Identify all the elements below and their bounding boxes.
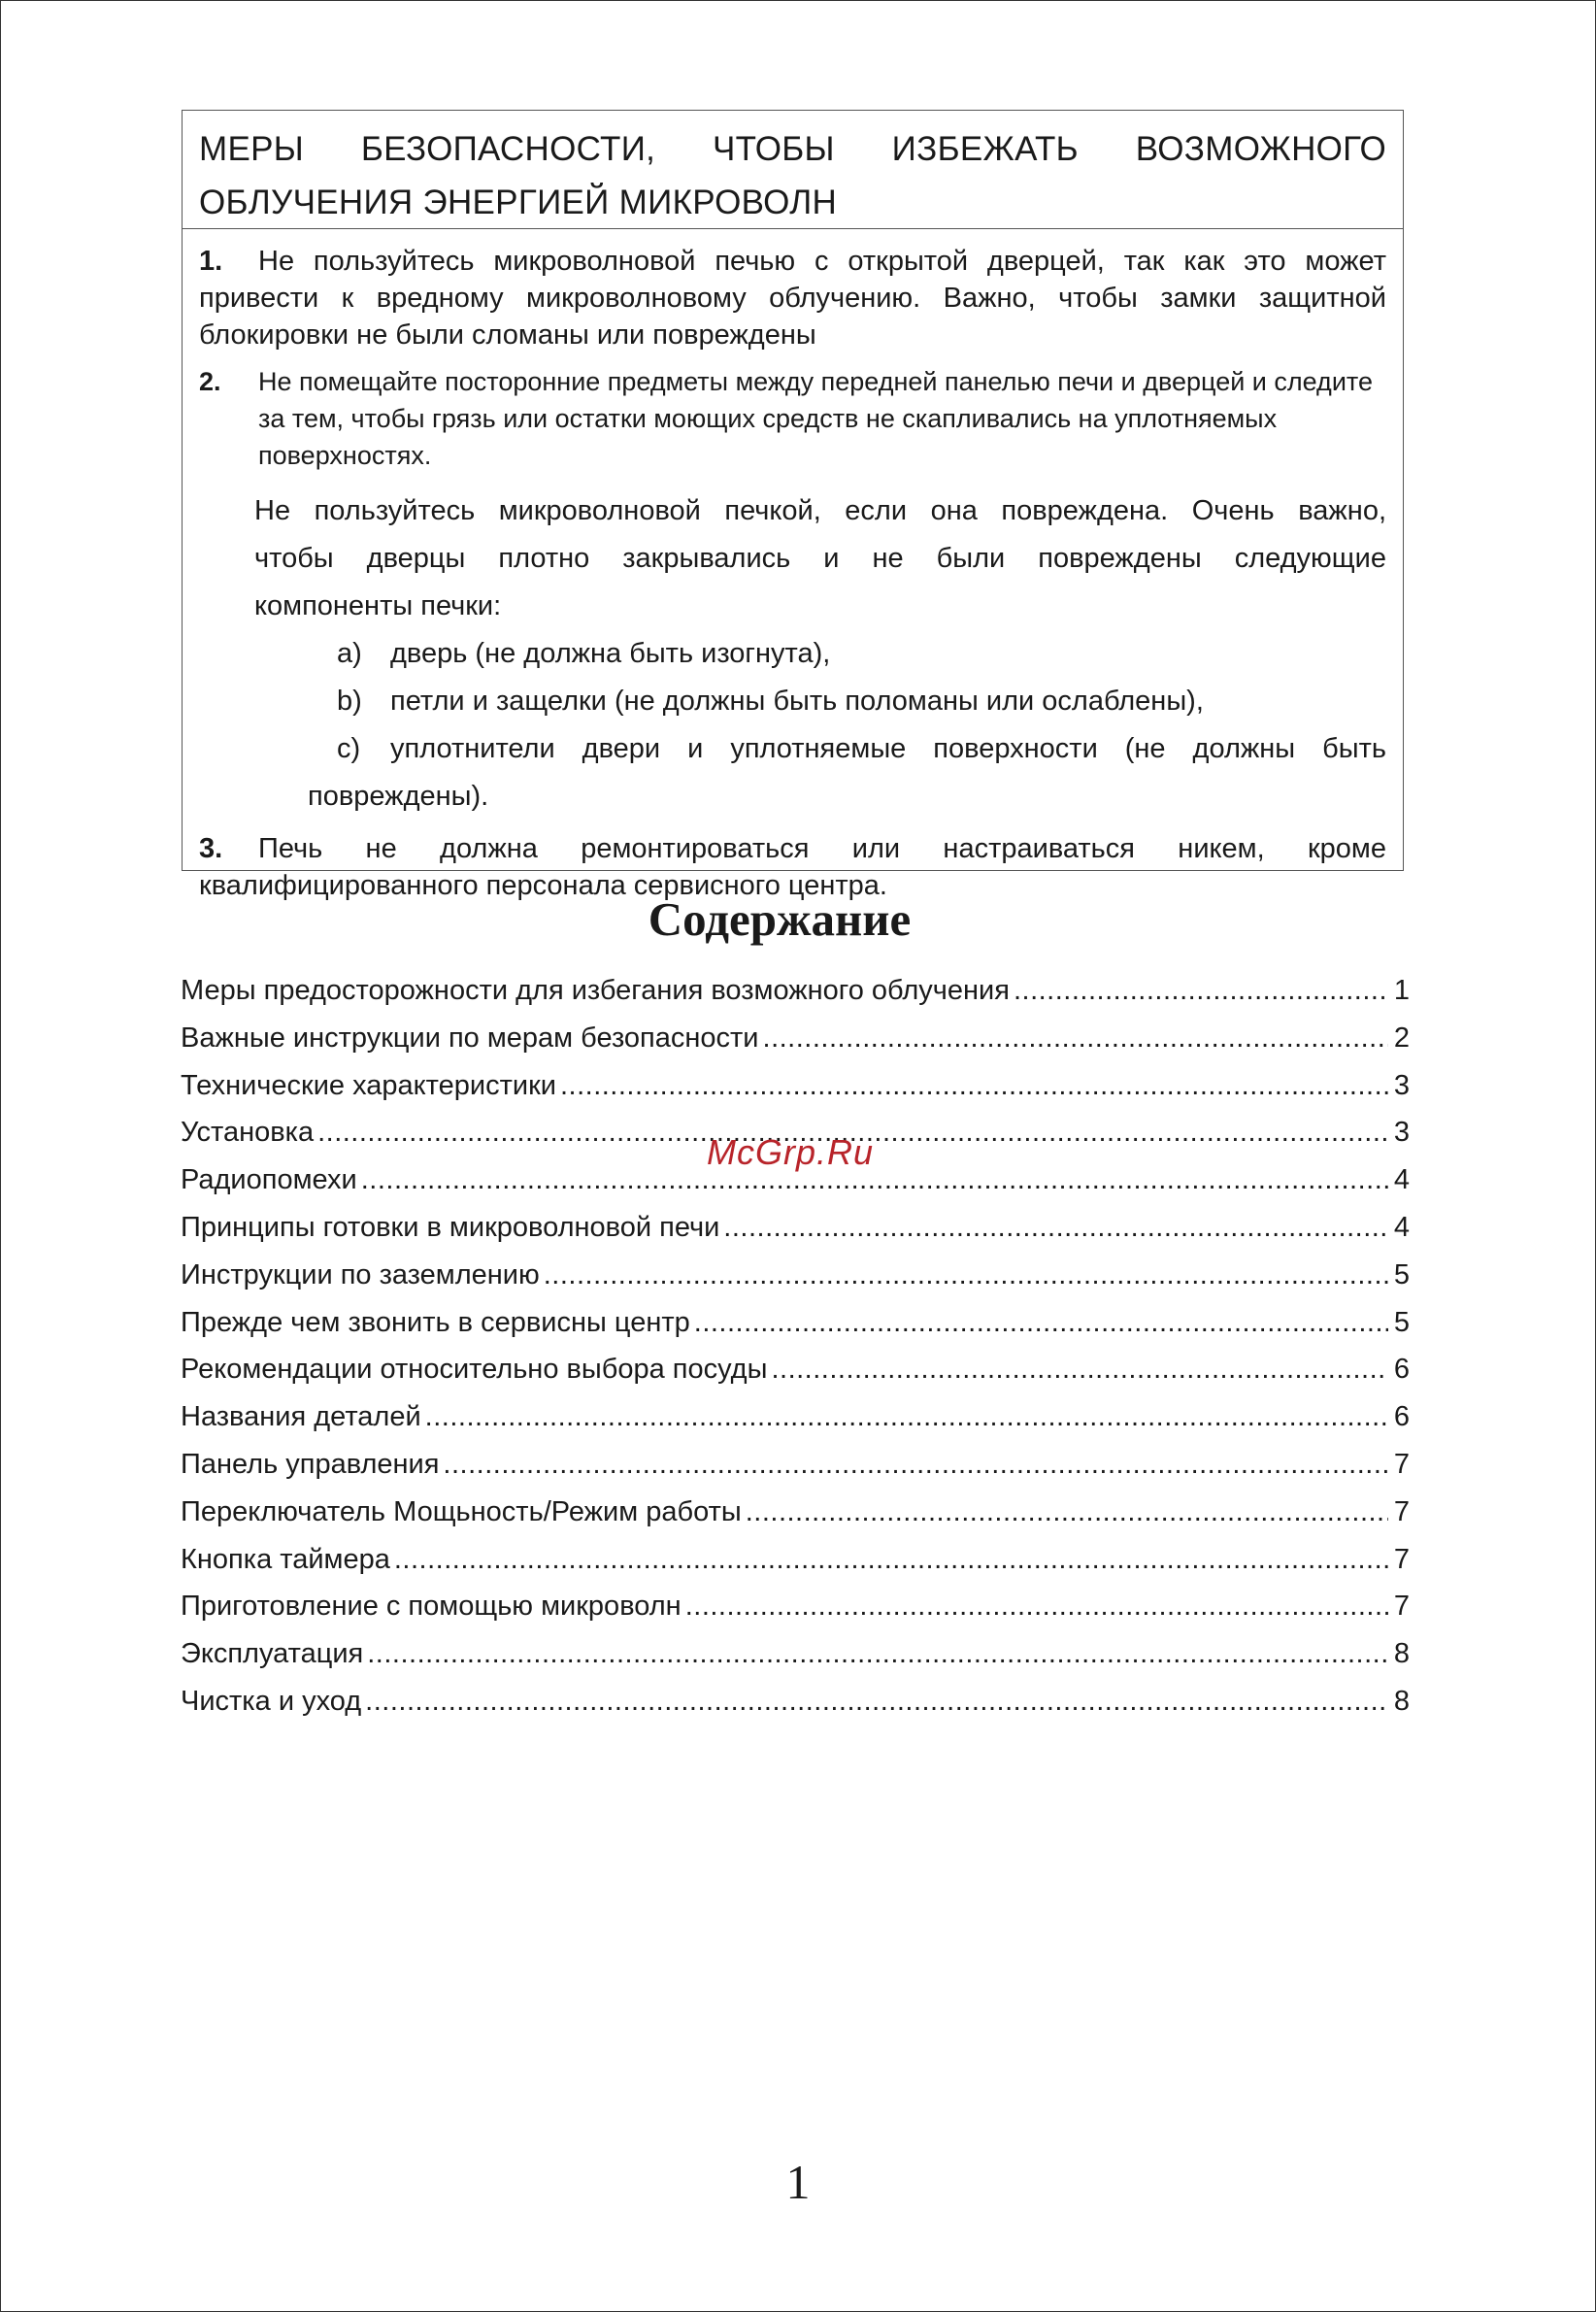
toc-entry-title: Инструкции по заземлению bbox=[181, 1258, 540, 1290]
toc-entry[interactable] bbox=[181, 1393, 1410, 1441]
toc-entry-leader bbox=[365, 1678, 1388, 1726]
toc-entry[interactable] bbox=[181, 1583, 1410, 1630]
safety-header bbox=[183, 111, 1403, 229]
toc-entry-page: 7 bbox=[1393, 1543, 1410, 1575]
toc-entry[interactable] bbox=[181, 1062, 1410, 1110]
toc-entry-page: 7 bbox=[1393, 1495, 1410, 1527]
sub-item-b-text: петли и защелки (не должны быть поломаны или ослаблены), bbox=[390, 686, 1204, 717]
toc-entry-leader bbox=[685, 1583, 1388, 1630]
toc-entry-leader bbox=[544, 1252, 1388, 1299]
toc-entry-title: Кнопка таймера bbox=[181, 1543, 390, 1575]
toc-entry-page: 7 bbox=[1393, 1448, 1410, 1480]
safety-paragraph-line-1: Не пользуйтесь микроволновой печкой, если она повреждена. Очень важно, bbox=[254, 495, 1386, 526]
toc-entry[interactable] bbox=[181, 1489, 1410, 1536]
toc-entry[interactable] bbox=[181, 1536, 1410, 1584]
safety-item-2-number: 2. bbox=[199, 367, 221, 396]
contents-title: Содержание bbox=[648, 892, 912, 946]
toc-entry-title: Радиопомехи bbox=[181, 1164, 357, 1196]
toc-entry-title: Меры предосторожности для избегания возможного облучения bbox=[181, 975, 1010, 1006]
safety-item-1-line-1 bbox=[199, 243, 1386, 280]
toc-entry-leader bbox=[1014, 967, 1388, 1015]
toc-entry-leader bbox=[443, 1441, 1387, 1489]
safety-paragraph-line-2: чтобы дверцы плотно закрывались и не были повреждены следующие bbox=[254, 543, 1386, 574]
toc-entry-leader bbox=[394, 1536, 1388, 1584]
toc-entry-leader bbox=[746, 1489, 1388, 1536]
toc-entry-title: Эксплуатация bbox=[181, 1638, 364, 1670]
toc-entry[interactable] bbox=[181, 1252, 1410, 1299]
toc-entry-page: 5 bbox=[1393, 1258, 1410, 1290]
toc-entry[interactable] bbox=[181, 1299, 1410, 1347]
safety-item-1-line-2: привести к вредному микроволновому облучению. Важно, чтобы замки защитной bbox=[199, 283, 1386, 314]
toc-entry[interactable] bbox=[181, 1346, 1410, 1393]
sub-item-a-letter: a) bbox=[337, 638, 362, 669]
safety-item-3-line-2: квалифицированного персонала сервисного центра. bbox=[199, 870, 887, 901]
sub-item-c-letter: c) bbox=[337, 733, 361, 764]
sub-item-c bbox=[199, 725, 1386, 773]
safety-item-3-line-1 bbox=[199, 830, 1386, 867]
safety-item-1-number: 1. bbox=[199, 246, 223, 277]
toc-entry-title: Переключатель Мощьность/Режим работы bbox=[181, 1495, 742, 1527]
safety-item-2 bbox=[199, 363, 1386, 474]
toc-entry-leader bbox=[723, 1204, 1388, 1252]
toc-entry-leader bbox=[694, 1299, 1388, 1347]
safety-item-1-text-1: Не пользуйтесь микроволновой печью с открытой дверцей, так как это может bbox=[258, 246, 1386, 277]
sub-item-b-letter: b) bbox=[337, 686, 362, 717]
sub-item-c-text: уплотнители двери и уплотняемые поверхности (не должны быть bbox=[390, 733, 1386, 764]
toc-entry-page: 7 bbox=[1393, 1591, 1410, 1623]
toc-entry-page: 1 bbox=[1393, 975, 1410, 1006]
toc-entry-title: Приготовление с помощью микроволн bbox=[181, 1591, 682, 1623]
safety-item-2-text: Не помещайте посторонние предметы между передней панелью печи и дверцей и следите за тем, чтобы грязь или остатки моющих средств не скапливались на уплотняемых поверхностях. bbox=[258, 367, 1373, 470]
safety-item-1-line-3: блокировки не были сломаны или повреждены bbox=[199, 319, 816, 351]
toc-entry-page: 4 bbox=[1393, 1164, 1410, 1196]
safety-item-3-number: 3. bbox=[199, 833, 223, 864]
toc-entry[interactable] bbox=[181, 1630, 1410, 1678]
toc-entry[interactable] bbox=[181, 1015, 1410, 1062]
safety-item-1 bbox=[199, 229, 1386, 353]
toc-entry-title: Названия деталей bbox=[181, 1401, 421, 1433]
toc-entry-page: 8 bbox=[1393, 1638, 1410, 1670]
toc-entry[interactable] bbox=[181, 967, 1410, 1015]
toc-entry-page: 6 bbox=[1393, 1401, 1410, 1433]
toc-entry[interactable] bbox=[181, 1678, 1410, 1726]
sub-item-c-continuation: повреждены). bbox=[308, 781, 489, 812]
toc-entry-page: 8 bbox=[1393, 1685, 1410, 1717]
safety-body bbox=[183, 229, 1403, 904]
toc-entry-title: Чистка и уход bbox=[181, 1685, 362, 1717]
toc-entry-page: 5 bbox=[1393, 1306, 1410, 1338]
safety-paragraph bbox=[199, 487, 1386, 630]
toc-entry-leader bbox=[560, 1062, 1388, 1110]
safety-title-line-1: МЕРЫ БЕЗОПАСНОСТИ, ЧТОБЫ ИЗБЕЖАТЬ ВОЗМОЖНОГО bbox=[199, 130, 1386, 168]
toc-entry[interactable] bbox=[181, 1204, 1410, 1252]
toc-entry-leader bbox=[367, 1630, 1388, 1678]
safety-item-3-text-1: Печь не должна ремонтироваться или настраиваться никем, кроме bbox=[258, 833, 1386, 864]
toc-entry-title: Технические характеристики bbox=[181, 1069, 556, 1101]
toc-entry-leader bbox=[361, 1156, 1388, 1204]
toc-entry-page: 6 bbox=[1393, 1354, 1410, 1386]
sub-item-a bbox=[199, 630, 1386, 678]
toc-entry-title: Прежде чем звонить в сервисны центр bbox=[181, 1306, 690, 1338]
toc-entry-title: Важные инструкции по мерам безопасности bbox=[181, 1022, 759, 1054]
toc-entry-leader bbox=[425, 1393, 1388, 1441]
toc-entry-title: Панель управления bbox=[181, 1448, 440, 1480]
sub-item-b bbox=[199, 678, 1386, 725]
watermark: McGrp.Ru bbox=[707, 1132, 875, 1172]
toc-entry-title: Установка bbox=[181, 1117, 315, 1149]
toc-entry-leader bbox=[763, 1015, 1388, 1062]
toc-entry-leader bbox=[771, 1346, 1387, 1393]
toc-entry-page: 3 bbox=[1393, 1069, 1410, 1101]
page-number: 1 bbox=[785, 2155, 811, 2209]
toc-entry-page: 4 bbox=[1393, 1211, 1410, 1243]
toc-entry-page: 2 bbox=[1393, 1022, 1410, 1054]
toc-entry-title: Рекомендации относительно выбора посуды bbox=[181, 1354, 768, 1386]
safety-box bbox=[182, 110, 1404, 901]
table-of-contents bbox=[181, 967, 1410, 1726]
safety-paragraph-line-3: компоненты печки: bbox=[254, 590, 502, 621]
toc-entry[interactable] bbox=[181, 1441, 1410, 1489]
toc-entry-page: 3 bbox=[1393, 1117, 1410, 1149]
sub-item-a-text: дверь (не должна быть изогнута), bbox=[390, 638, 831, 669]
toc-entry-title: Принципы готовки в микроволновой печи bbox=[181, 1211, 720, 1243]
safety-title-line-2: ОБЛУЧЕНИЯ ЭНЕРГИЕЙ МИКРОВОЛН bbox=[199, 184, 838, 221]
